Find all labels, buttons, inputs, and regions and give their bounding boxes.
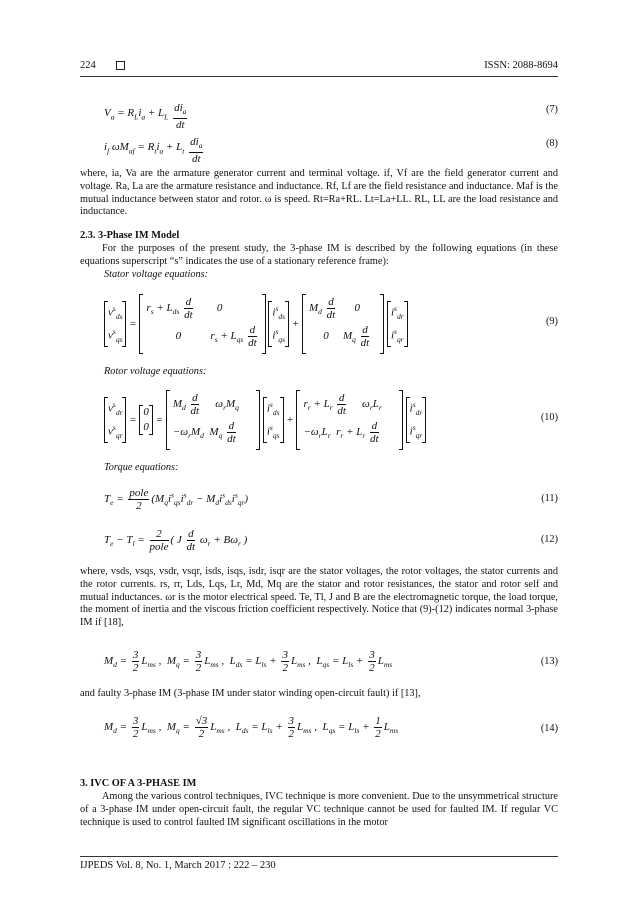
- eq-number-8: (8): [545, 138, 558, 149]
- equation-7: $V_a = R_Li_a + L_L$ $\frac{di_a}{dt}$ (7): [104, 102, 558, 132]
- page-header: [80, 58, 558, 77]
- equation-11: $T_e$ = $\frac{\text{pole}}{2}$ $(M_qi^s_{qs}i^s_{dr} - M_di^s_{ds}i^s_{qr})$ (11): [104, 487, 558, 512]
- paragraph-symbol-definitions: where, vsds, vsqs, vsdr, vsqr, isds, isqs, isdr, isqr are the stator voltages, the rotor voltages, the stator currents and the rotor currents. rs, rr, Lds, Lqs, Lr, Md, Mq are the stator and rotor resistances, the stator and rotor self and mutual inductances. ωr is the motor electrical speed. Te, Tl, J and B are the electromagnetic torque, the load torque, the moment of inertia and the viscous friction coefficient respectively. Notice that (9)-(12) indicates normal 3-phase IM if [18],: [80, 566, 558, 629]
- label-rotor-voltage: Rotor voltage equations:: [104, 366, 207, 377]
- eq-number-10: (10): [540, 412, 558, 423]
- equation-9: $v^s_{ds}$ $v^s_{qs}$ = $r_s + L_{ds}$ $\frac{d}{dt}$ 0 0 $r_s + L_{qs}$ $\frac{d}{dt}$ $i^s_{ds}$ $i^s_{qs}$ + $M_d$ $\frac{d}{dt}$ 0 0 $M_q$ $\frac{d}{dt}$ $i^s_{dr}$ $i^s_{qr}$ (9): [80, 290, 558, 356]
- label-stator-voltage: Stator voltage equations:: [104, 269, 209, 280]
- eq-number-14: (14): [540, 723, 558, 734]
- label-torque: Torque equations:: [104, 462, 179, 473]
- page-number: 224: [80, 60, 96, 71]
- eq-number-12: (12): [540, 534, 558, 545]
- square-icon: [116, 61, 125, 70]
- eq-number-11: (11): [541, 493, 558, 504]
- section-heading-3: 3. IVC OF A 3-PHASE IM: [80, 778, 197, 789]
- equation-8: $i_f$ $\omega M_{af} = R_ti_a + L_t$ $\frac{di_a}{dt}$ (8): [104, 136, 558, 166]
- paragraph-faulty-im: and faulty 3-phase IM (3-phase IM under stator winding open-circuit fault) if [13],: [80, 688, 421, 699]
- eq-number-9: (9): [545, 316, 558, 327]
- equation-12: $T_e - T_l$ = $\frac{2}{\text{pole}}$ ( J $\frac{d}{dt}$ $\omega_r + B\omega_r$ ) (12): [104, 528, 558, 553]
- equation-14: $M_d$ = $\frac{3}{2}$ $L_{ms}$ , $M_q$ = $\frac{√3}{2}$ $L_{ms}$ , $L_{ds} = L_{ls}$ + $\frac{3}{2}$ $L_{ms}$ , $L_{qs} = L_{ls}$ + $\frac{1}{2}$ $L_{ms}$ (14): [104, 715, 558, 740]
- issn: ISSN: 2088-8694: [484, 60, 558, 71]
- eq-number-7: (7): [545, 104, 558, 115]
- page-footer: [80, 856, 558, 871]
- equation-10: $v^s_{dr}$ $v^s_{qr}$ = 0 0 = $M_d$ $\frac{d}{dt}$ $\omega_rM_q$ $-\omega_rM_d$ $M_q$ $\frac{d}{dt}$ $i^s_{ds}$ $i^s_{qs}$ + $r_r + L_r$ $\frac{d}{dt}$ $\omega_rL_r$ $-\omega_rL_r$ $r_r + L_r$ $\frac{d}{dt}$ $i^s_{dr}$ $i^s_{qr}$ (10): [80, 386, 558, 452]
- paragraph-im-model: For the purposes of the present study, the 3-phase IM is described by the following equations (in these equations superscript “s” indicates the use of a stationary reference frame):: [80, 243, 558, 267]
- paragraph-ivc: Among the various control techniques, IVC technique is more convenient. Due to the unsymmetrical structure of a 3-phase IM under open-circuit fault, the regular VC technique cannot be used for faulted IM. If regular VC technique is used to control faulted IM significant oscillations in the motor: [80, 791, 558, 828]
- equation-13: $M_d$ = $\frac{3}{2}$ $L_{ms}$ , $M_q$ = $\frac{3}{2}$ $L_{ms}$ , $L_{ds} = L_{ls}$ + $\frac{3}{2}$ $L_{ms}$ , $L_{qs} = L_{ls}$ + $\frac{3}{2}$ $L_{ms}$ (13): [104, 649, 558, 674]
- journal-citation: IJPEDS Vol. 8, No. 1, March 2017 : 222 – 230: [80, 860, 276, 871]
- section-heading-2-3: 2.3. 3-Phase IM Model: [80, 230, 180, 241]
- eq-number-13: (13): [540, 656, 558, 667]
- paragraph-definitions: where, ia, Va are the armature generator current and terminal voltage. if, Vf are the field generator current and voltage. Ra, La are the armature resistance and inductance. Rf, Lf are the field resistance and inductance. Maf is the mutual inductance between stator and rotor. ω is speed. Rt=Ra+RL. Lt=La+LL. RL, LL are the load resistance and inductance.: [80, 168, 558, 218]
